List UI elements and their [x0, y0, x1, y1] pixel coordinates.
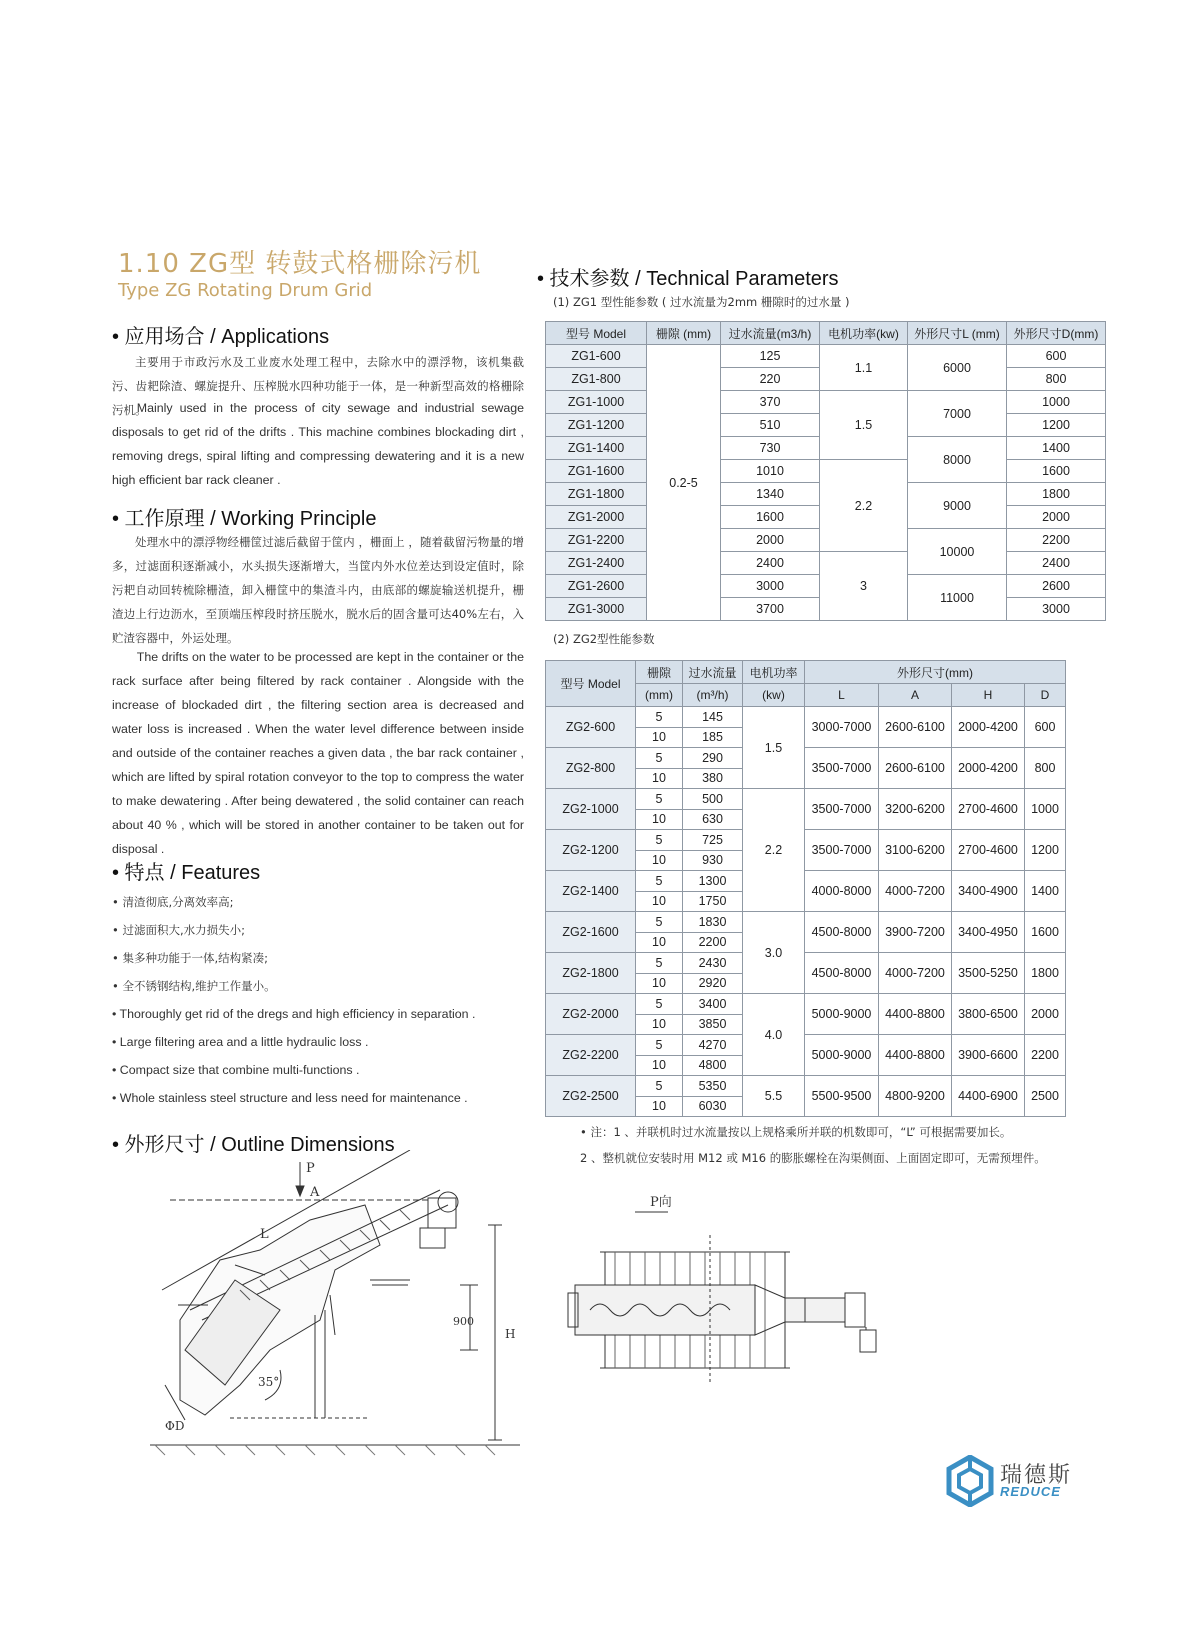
- page-title: 1.10 ZG型 转鼓式格栅除污机: [118, 249, 482, 279]
- zg2-model: ZG2-1400: [546, 871, 636, 912]
- zg1-model: ZG1-1400: [546, 437, 647, 460]
- zg1-diameter: 1200: [1007, 414, 1106, 437]
- zg2-h: 3400-4900: [952, 871, 1025, 912]
- zg2-l: 4500-8000: [805, 953, 879, 994]
- zg1-model: ZG1-800: [546, 368, 647, 391]
- zg1-flow: 1600: [721, 506, 820, 529]
- zg2-header-flow: 过水流量: [683, 661, 743, 684]
- zg1-model: ZG1-2600: [546, 575, 647, 598]
- zg2-a: 4000-7200: [879, 871, 952, 912]
- zg2-header-power-unit: (kw): [743, 684, 805, 707]
- zg2-a: 4400-8800: [879, 994, 952, 1035]
- zg2-a: 4800-9200: [879, 1076, 952, 1117]
- zg2-gap: 5: [636, 830, 683, 851]
- zg2-flow: 6030: [683, 1096, 743, 1117]
- zg2-power: 3.0: [743, 912, 805, 994]
- zg2-gap: 5: [636, 953, 683, 974]
- zg1-model: ZG1-2400: [546, 552, 647, 575]
- zg1-diameter: 1800: [1007, 483, 1106, 506]
- zg2-header-flow-unit: (m³/h): [683, 684, 743, 707]
- zg1-model: ZG1-1800: [546, 483, 647, 506]
- applications-text-en: Mainly used in the process of city sewage and industrial sewage disposals to get rid of the drifts . This machine combines blockading dirt , removing dregs, spiral lifting and compressing dewatering and it is a new high efficient bar rack cleaner .: [112, 401, 524, 487]
- zg2-h: 2000-4200: [952, 707, 1025, 748]
- zg1-flow: 2400: [721, 552, 820, 575]
- zg2-a: 2600-6100: [879, 707, 952, 748]
- zg2-model: ZG2-1200: [546, 830, 636, 871]
- brand-logo-icon: [944, 1455, 996, 1507]
- zg2-flow: 380: [683, 768, 743, 789]
- zg2-flow: 630: [683, 809, 743, 830]
- features-list: [112, 888, 524, 1112]
- zg2-gap: 5: [636, 994, 683, 1015]
- zg2-h: 3500-5250: [952, 953, 1025, 994]
- zg2-h: 2700-4600: [952, 830, 1025, 871]
- label-view: P向: [650, 1195, 672, 1210]
- zg2-flow: 3850: [683, 1014, 743, 1035]
- zg1-flow: 220: [721, 368, 820, 391]
- zg2-l: 4000-8000: [805, 871, 879, 912]
- zg2-flow: 2920: [683, 973, 743, 994]
- zg2-flow: 500: [683, 789, 743, 810]
- zg2-flow: 5350: [683, 1076, 743, 1097]
- zg2-gap: 5: [636, 1035, 683, 1056]
- zg1-flow: 1340: [721, 483, 820, 506]
- zg2-header-gap: 栅隙: [636, 661, 683, 684]
- zg1-length: 11000: [908, 575, 1007, 621]
- zg1-diameter: 2400: [1007, 552, 1106, 575]
- applications-text-cn: 主要用于市政污水及工业废水处理工程中，去除水中的漂浮物，该机集截污、齿耙除渣、螺旋提升、压榨脱水四种功能于一体，是一种新型高效的格栅除污机。: [112, 355, 524, 417]
- zg1-header-power: 电机功率(kw): [820, 322, 908, 345]
- zg2-model: ZG2-600: [546, 707, 636, 748]
- zg2-flow: 725: [683, 830, 743, 851]
- zg2-l: 3000-7000: [805, 707, 879, 748]
- zg2-a: 3900-7200: [879, 912, 952, 953]
- side-view-drawing: [110, 1150, 540, 1480]
- brand-name-cn: 瑞德斯: [1000, 1463, 1073, 1488]
- zg1-length: 8000: [908, 437, 1007, 483]
- zg1-diameter: 800: [1007, 368, 1106, 391]
- zg2-table: [545, 660, 1066, 1117]
- zg2-a: 2600-6100: [879, 748, 952, 789]
- zg2-model: ZG2-2500: [546, 1076, 636, 1117]
- zg2-power: 1.5: [743, 707, 805, 789]
- zg2-flow: 3400: [683, 994, 743, 1015]
- feature-item-cn: • 过滤面积大,水力损失小;: [112, 923, 245, 937]
- tech-heading: • 技术参数 / Technical Parameters: [537, 268, 839, 290]
- zg2-h: 3900-6600: [952, 1035, 1025, 1076]
- zg2-flow: 2200: [683, 932, 743, 953]
- zg2-gap: 5: [636, 1076, 683, 1097]
- feature-item-en: • Large filtering area and a little hydraulic loss .: [112, 1035, 369, 1049]
- zg2-gap: 10: [636, 891, 683, 912]
- label-l: L: [260, 1227, 269, 1242]
- zg2-gap: 10: [636, 932, 683, 953]
- zg2-h: 2700-4600: [952, 789, 1025, 830]
- zg2-h: 3800-6500: [952, 994, 1025, 1035]
- zg1-header-length: 外形尺寸L (mm): [908, 322, 1007, 345]
- zg1-model: ZG1-3000: [546, 598, 647, 621]
- zg1-length: 6000: [908, 345, 1007, 391]
- zg1-flow: 370: [721, 391, 820, 414]
- zg2-gap: 10: [636, 727, 683, 748]
- zg2-d: 600: [1025, 707, 1066, 748]
- zg1-diameter: 600: [1007, 345, 1106, 368]
- zg1-diameter: 2600: [1007, 575, 1106, 598]
- zg1-model: ZG1-600: [546, 345, 647, 368]
- zg2-d: 1400: [1025, 871, 1066, 912]
- label-p: P: [306, 1161, 315, 1176]
- applications-heading: • 应用场合 / Applications: [112, 326, 330, 348]
- zg2-model: ZG2-2200: [546, 1035, 636, 1076]
- zg2-flow: 1750: [683, 891, 743, 912]
- zg2-flow: 1300: [683, 871, 743, 892]
- feature-item-cn: • 全不锈钢结构,维护工作量小。: [112, 979, 276, 993]
- zg2-l: 4500-8000: [805, 912, 879, 953]
- zg2-h: 2000-4200: [952, 748, 1025, 789]
- principle-text-cn: 处理水中的漂浮物经栅筐过滤后截留于筐内 ，栅面上 ，随着截留污物量的增多，过滤面积逐渐减小，水头损失逐渐增大，当筐内外水位差达到设定值时，除污耙自动回转梳除栅渣，卸入栅筐中的集渣斗内，由底部的螺旋输送机提升，栅渣边上行边沥水，至顶端压榨段时挤压脱水，脱水后的固含量可达40%左右，入贮渣容器中，外运处理。: [112, 535, 524, 645]
- zg2-d: 1800: [1025, 953, 1066, 994]
- zg1-flow: 1010: [721, 460, 820, 483]
- feature-item-cn: • 集多种功能于一体,结构紧凑;: [112, 951, 268, 965]
- zg1-flow: 510: [721, 414, 820, 437]
- zg2-gap: 10: [636, 1096, 683, 1117]
- zg1-length: 7000: [908, 391, 1007, 437]
- zg1-diameter: 2000: [1007, 506, 1106, 529]
- zg1-power: 3: [820, 552, 908, 621]
- zg2-flow: 145: [683, 707, 743, 728]
- brand-name-en: REDUCE: [1000, 1484, 1061, 1499]
- zg2-l: 5000-9000: [805, 1035, 879, 1076]
- zg2-gap: 10: [636, 973, 683, 994]
- zg2-header-h: H: [952, 684, 1025, 707]
- zg1-length: 9000: [908, 483, 1007, 529]
- zg2-header-l: L: [805, 684, 879, 707]
- zg1-gap: 0.2-5: [647, 345, 721, 621]
- zg2-a: 3100-6200: [879, 830, 952, 871]
- principle-text-en: The drifts on the water to be processed are kept in the container or the rack surface after being filtered by rack container . Alongside with the increase of blockaded dirt , the filtering section area is decreased and water loss is increased . When the water level difference between inside and outside of the container reaches a given data , the bar rack container , which are lifted by spiral rotation conveyor to the top to compress the water to make dewatering . After being dewatered , the solid container can reach about 40 % , which will be stored in another container to be taken out for disposal .: [112, 650, 524, 856]
- zg2-d: 1000: [1025, 789, 1066, 830]
- zg2-header-a: A: [879, 684, 952, 707]
- label-angle: 35°: [258, 1375, 280, 1389]
- zg1-header-flow: 过水流量(m3/h): [721, 322, 820, 345]
- zg2-d: 800: [1025, 748, 1066, 789]
- top-view-drawing: [560, 1190, 900, 1390]
- zg1-diameter: 3000: [1007, 598, 1106, 621]
- zg2-gap: 10: [636, 1055, 683, 1076]
- zg2-l: 3500-7000: [805, 789, 879, 830]
- label-900: 900: [453, 1315, 474, 1328]
- zg2-gap: 5: [636, 748, 683, 769]
- zg1-length: 10000: [908, 529, 1007, 575]
- zg2-l: 3500-7000: [805, 830, 879, 871]
- zg2-h: 3400-4950: [952, 912, 1025, 953]
- zg2-d: 1200: [1025, 830, 1066, 871]
- principle-heading: • 工作原理 / Working Principle: [112, 508, 377, 530]
- label-d: ΦD: [165, 1419, 185, 1433]
- zg2-flow: 290: [683, 748, 743, 769]
- zg1-header-gap: 栅隙 (mm): [647, 322, 721, 345]
- feature-item-en: • Whole stainless steel structure and less need for maintenance .: [112, 1091, 468, 1105]
- page-subtitle: Type ZG Rotating Drum Grid: [118, 280, 373, 301]
- zg2-header-gap-unit: (mm): [636, 684, 683, 707]
- zg2-l: 5500-9500: [805, 1076, 879, 1117]
- zg1-flow: 2000: [721, 529, 820, 552]
- zg2-caption: (2) ZG2型性能参数: [553, 632, 655, 646]
- zg1-flow: 730: [721, 437, 820, 460]
- zg2-header-d: D: [1025, 684, 1066, 707]
- zg2-power: 2.2: [743, 789, 805, 912]
- zg2-flow: 1830: [683, 912, 743, 933]
- zg1-caption: (1) ZG1 型性能参数 ( 过水流量为2mm 栅隙时的过水量 ): [553, 295, 850, 309]
- note-2: 2 、整机就位安装时用 M12 或 M16 的膨胀螺栓在沟渠侧面、上面固定即可，无需预埋件。: [580, 1151, 1046, 1165]
- feature-item-en: • Thoroughly get rid of the dregs and high efficiency in separation .: [112, 1007, 476, 1021]
- zg1-model: ZG1-2200: [546, 529, 647, 552]
- zg2-gap: 10: [636, 1014, 683, 1035]
- note-1: • 注：1 、并联机时过水流量按以上规格乘所并联的机数即可，“L” 可根据需要加长。: [580, 1125, 1012, 1139]
- zg2-a: 3200-6200: [879, 789, 952, 830]
- zg2-d: 2200: [1025, 1035, 1066, 1076]
- zg2-model: ZG2-2000: [546, 994, 636, 1035]
- zg1-model: ZG1-2000: [546, 506, 647, 529]
- zg2-a: 4000-7200: [879, 953, 952, 994]
- label-h: H: [505, 1327, 516, 1341]
- zg2-gap: 10: [636, 850, 683, 871]
- zg2-l: 5000-9000: [805, 994, 879, 1035]
- zg2-d: 1600: [1025, 912, 1066, 953]
- zg1-model: ZG1-1600: [546, 460, 647, 483]
- zg2-d: 2500: [1025, 1076, 1066, 1117]
- zg1-header-model: 型号 Model: [546, 322, 647, 345]
- zg2-power: 5.5: [743, 1076, 805, 1117]
- zg2-header-power: 电机功率: [743, 661, 805, 684]
- zg1-power: 1.1: [820, 345, 908, 391]
- zg2-flow: 2430: [683, 953, 743, 974]
- zg2-gap: 5: [636, 912, 683, 933]
- zg2-flow: 930: [683, 850, 743, 871]
- zg2-model: ZG2-1600: [546, 912, 636, 953]
- zg1-flow: 125: [721, 345, 820, 368]
- feature-item-en: • Compact size that combine multi-functions .: [112, 1063, 360, 1077]
- zg2-flow: 4270: [683, 1035, 743, 1056]
- zg2-header-dims: 外形尺寸(mm): [805, 661, 1066, 684]
- zg1-diameter: 1600: [1007, 460, 1106, 483]
- zg1-diameter: 2200: [1007, 529, 1106, 552]
- zg2-gap: 10: [636, 809, 683, 830]
- zg1-power: 1.5: [820, 391, 908, 460]
- zg2-power: 4.0: [743, 994, 805, 1076]
- zg2-a: 4400-8800: [879, 1035, 952, 1076]
- zg1-table: [545, 321, 1106, 621]
- zg2-d: 2000: [1025, 994, 1066, 1035]
- zg2-h: 4400-6900: [952, 1076, 1025, 1117]
- zg1-model: ZG1-1000: [546, 391, 647, 414]
- zg2-model: ZG2-1000: [546, 789, 636, 830]
- zg1-flow: 3700: [721, 598, 820, 621]
- zg2-l: 3500-7000: [805, 748, 879, 789]
- zg2-model: ZG2-1800: [546, 953, 636, 994]
- feature-item-cn: • 清渣彻底,分离效率高;: [112, 895, 234, 909]
- zg1-header-diameter: 外形尺寸D(mm): [1007, 322, 1106, 345]
- zg2-gap: 5: [636, 789, 683, 810]
- zg2-gap: 10: [636, 768, 683, 789]
- zg1-diameter: 1400: [1007, 437, 1106, 460]
- zg2-flow: 185: [683, 727, 743, 748]
- zg2-flow: 4800: [683, 1055, 743, 1076]
- zg2-gap: 5: [636, 707, 683, 728]
- zg1-diameter: 1000: [1007, 391, 1106, 414]
- zg1-flow: 3000: [721, 575, 820, 598]
- features-heading: • 特点 / Features: [112, 862, 261, 884]
- zg1-power: 2.2: [820, 460, 908, 552]
- zg1-model: ZG1-1200: [546, 414, 647, 437]
- zg2-header-model: 型号 Model: [546, 661, 636, 707]
- zg2-gap: 5: [636, 871, 683, 892]
- outline-heading: • 外形尺寸 / Outline Dimensions: [112, 1134, 395, 1156]
- label-a: A: [310, 1185, 320, 1200]
- zg2-model: ZG2-800: [546, 748, 636, 789]
